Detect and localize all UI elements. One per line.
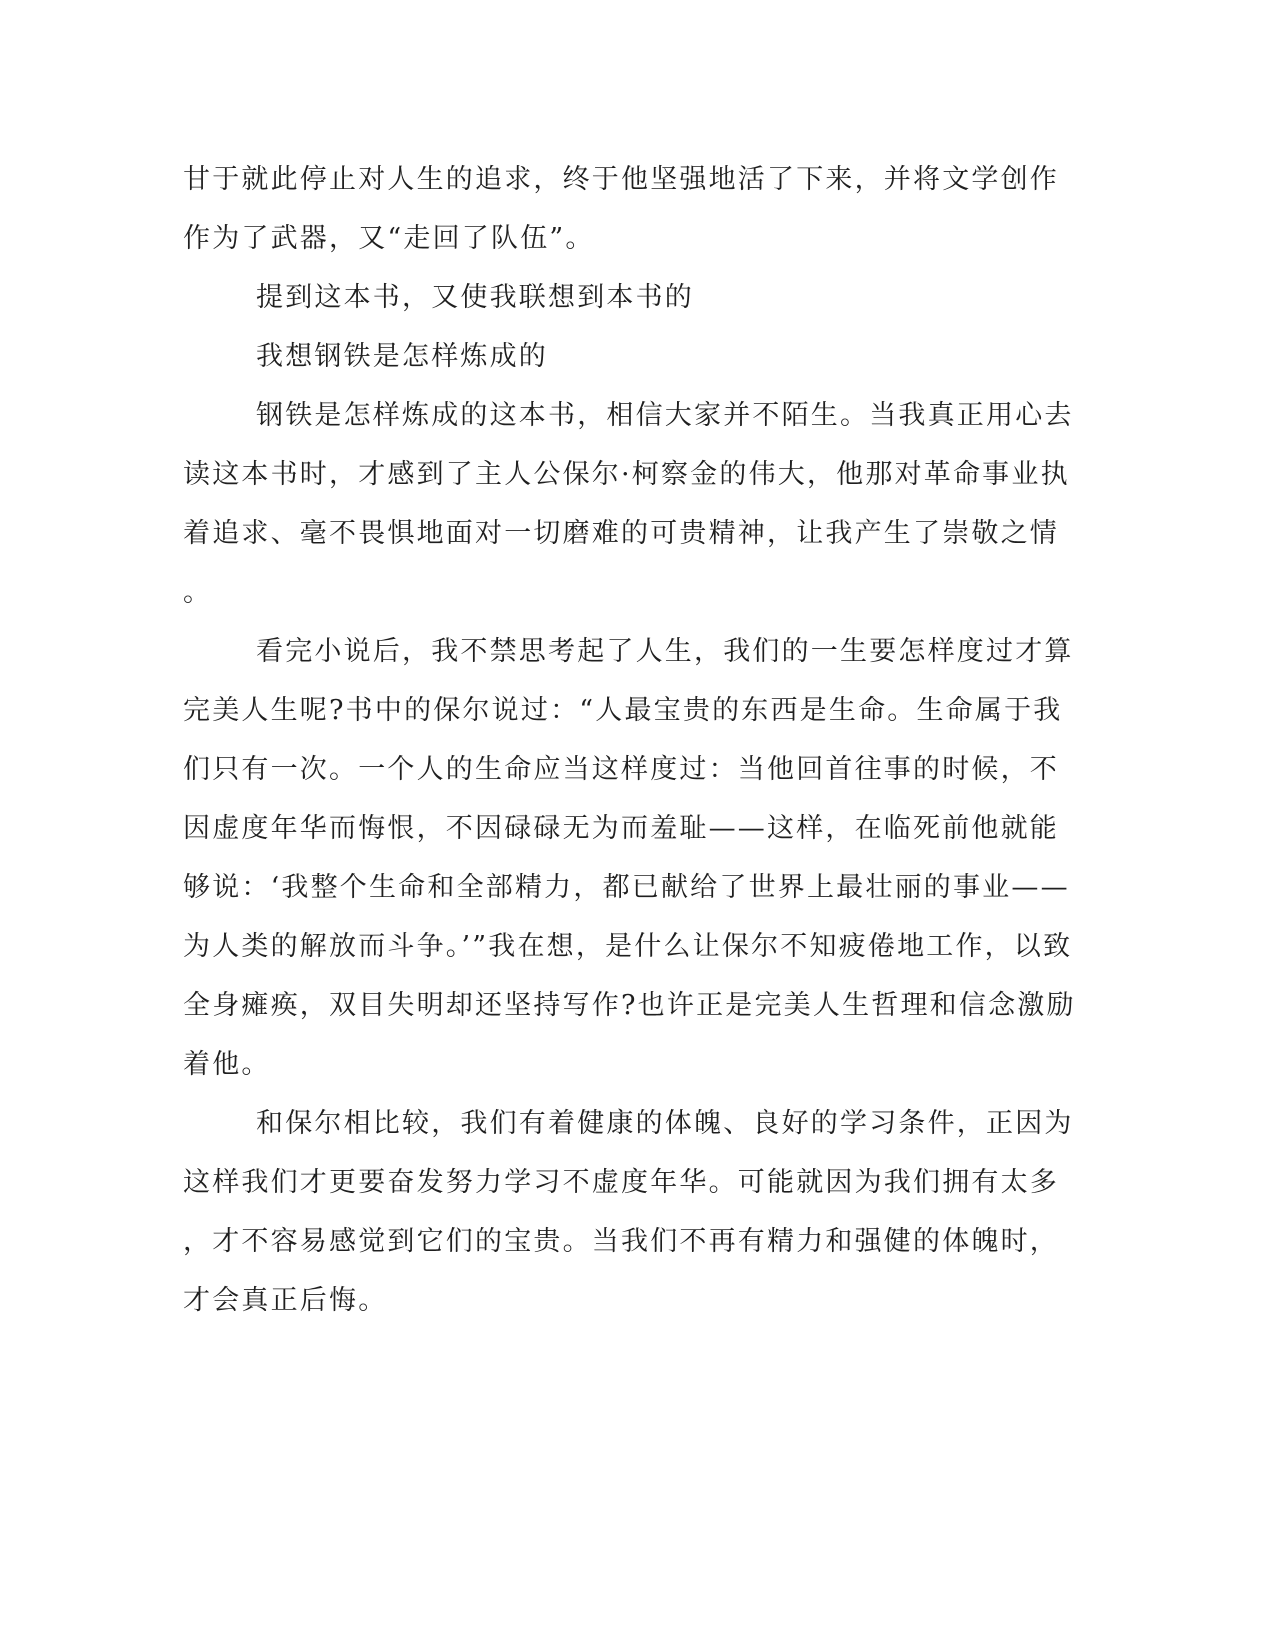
text-line: 这样我们才更要奋发努力学习不虚度年华。可能就因为我们拥有太多 [183, 1167, 1059, 1198]
text-line: 甘于就此停止对人生的追求，终于他坚强地活了下来，并将文学创作 [183, 164, 1059, 195]
text-line: 们只有一次。一个人的生命应当这样度过：当他回首往事的时候，不 [183, 754, 1059, 785]
title-line: 我想钢铁是怎样炼成的 [256, 341, 548, 372]
text-line: 。 [183, 577, 213, 608]
text-line: 作为了武器，又“走回了队伍”。 [183, 223, 595, 254]
text-line: 着他。 [183, 1049, 271, 1080]
text-line: 和保尔相比较，我们有着健康的体魄、良好的学习条件，正因为 [256, 1108, 1074, 1139]
text-line: 钢铁是怎样炼成的这本书，相信大家并不陌生。当我真正用心去 [256, 400, 1074, 431]
text-line: 读这本书时，才感到了主人公保尔·柯察金的伟大，他那对革命事业执 [183, 459, 1070, 490]
text-line: 才会真正后悔。 [183, 1285, 388, 1316]
text-line: 着追求、毫不畏惧地面对一切磨难的可贵精神，让我产生了崇敬之情 [183, 518, 1059, 549]
text-line: 全身瘫痪，双目失明却还坚持写作?也许正是完美人生哲理和信念激励 [183, 990, 1076, 1021]
heading-line: 提到这本书，又使我联想到本书的 [256, 282, 694, 313]
text-line: ，才不容易感觉到它们的宝贵。当我们不再有精力和强健的体魄时， [183, 1226, 1059, 1257]
text-line: 为人类的解放而斗争。’”我在想，是什么让保尔不知疲倦地工作，以致 [183, 931, 1073, 962]
text-line: 完美人生呢?书中的保尔说过：“人最宝贵的东西是生命。生命属于我 [183, 695, 1063, 726]
text-line: 看完小说后，我不禁思考起了人生，我们的一生要怎样度过才算 [256, 636, 1074, 667]
text-line: 够说：‘我整个生命和全部精力，都已献给了世界上最壮丽的事业—— [183, 872, 1070, 903]
text-line: 因虚度年华而悔恨，不因碌碌无为而羞耻——这样，在临死前他就能 [183, 813, 1059, 844]
